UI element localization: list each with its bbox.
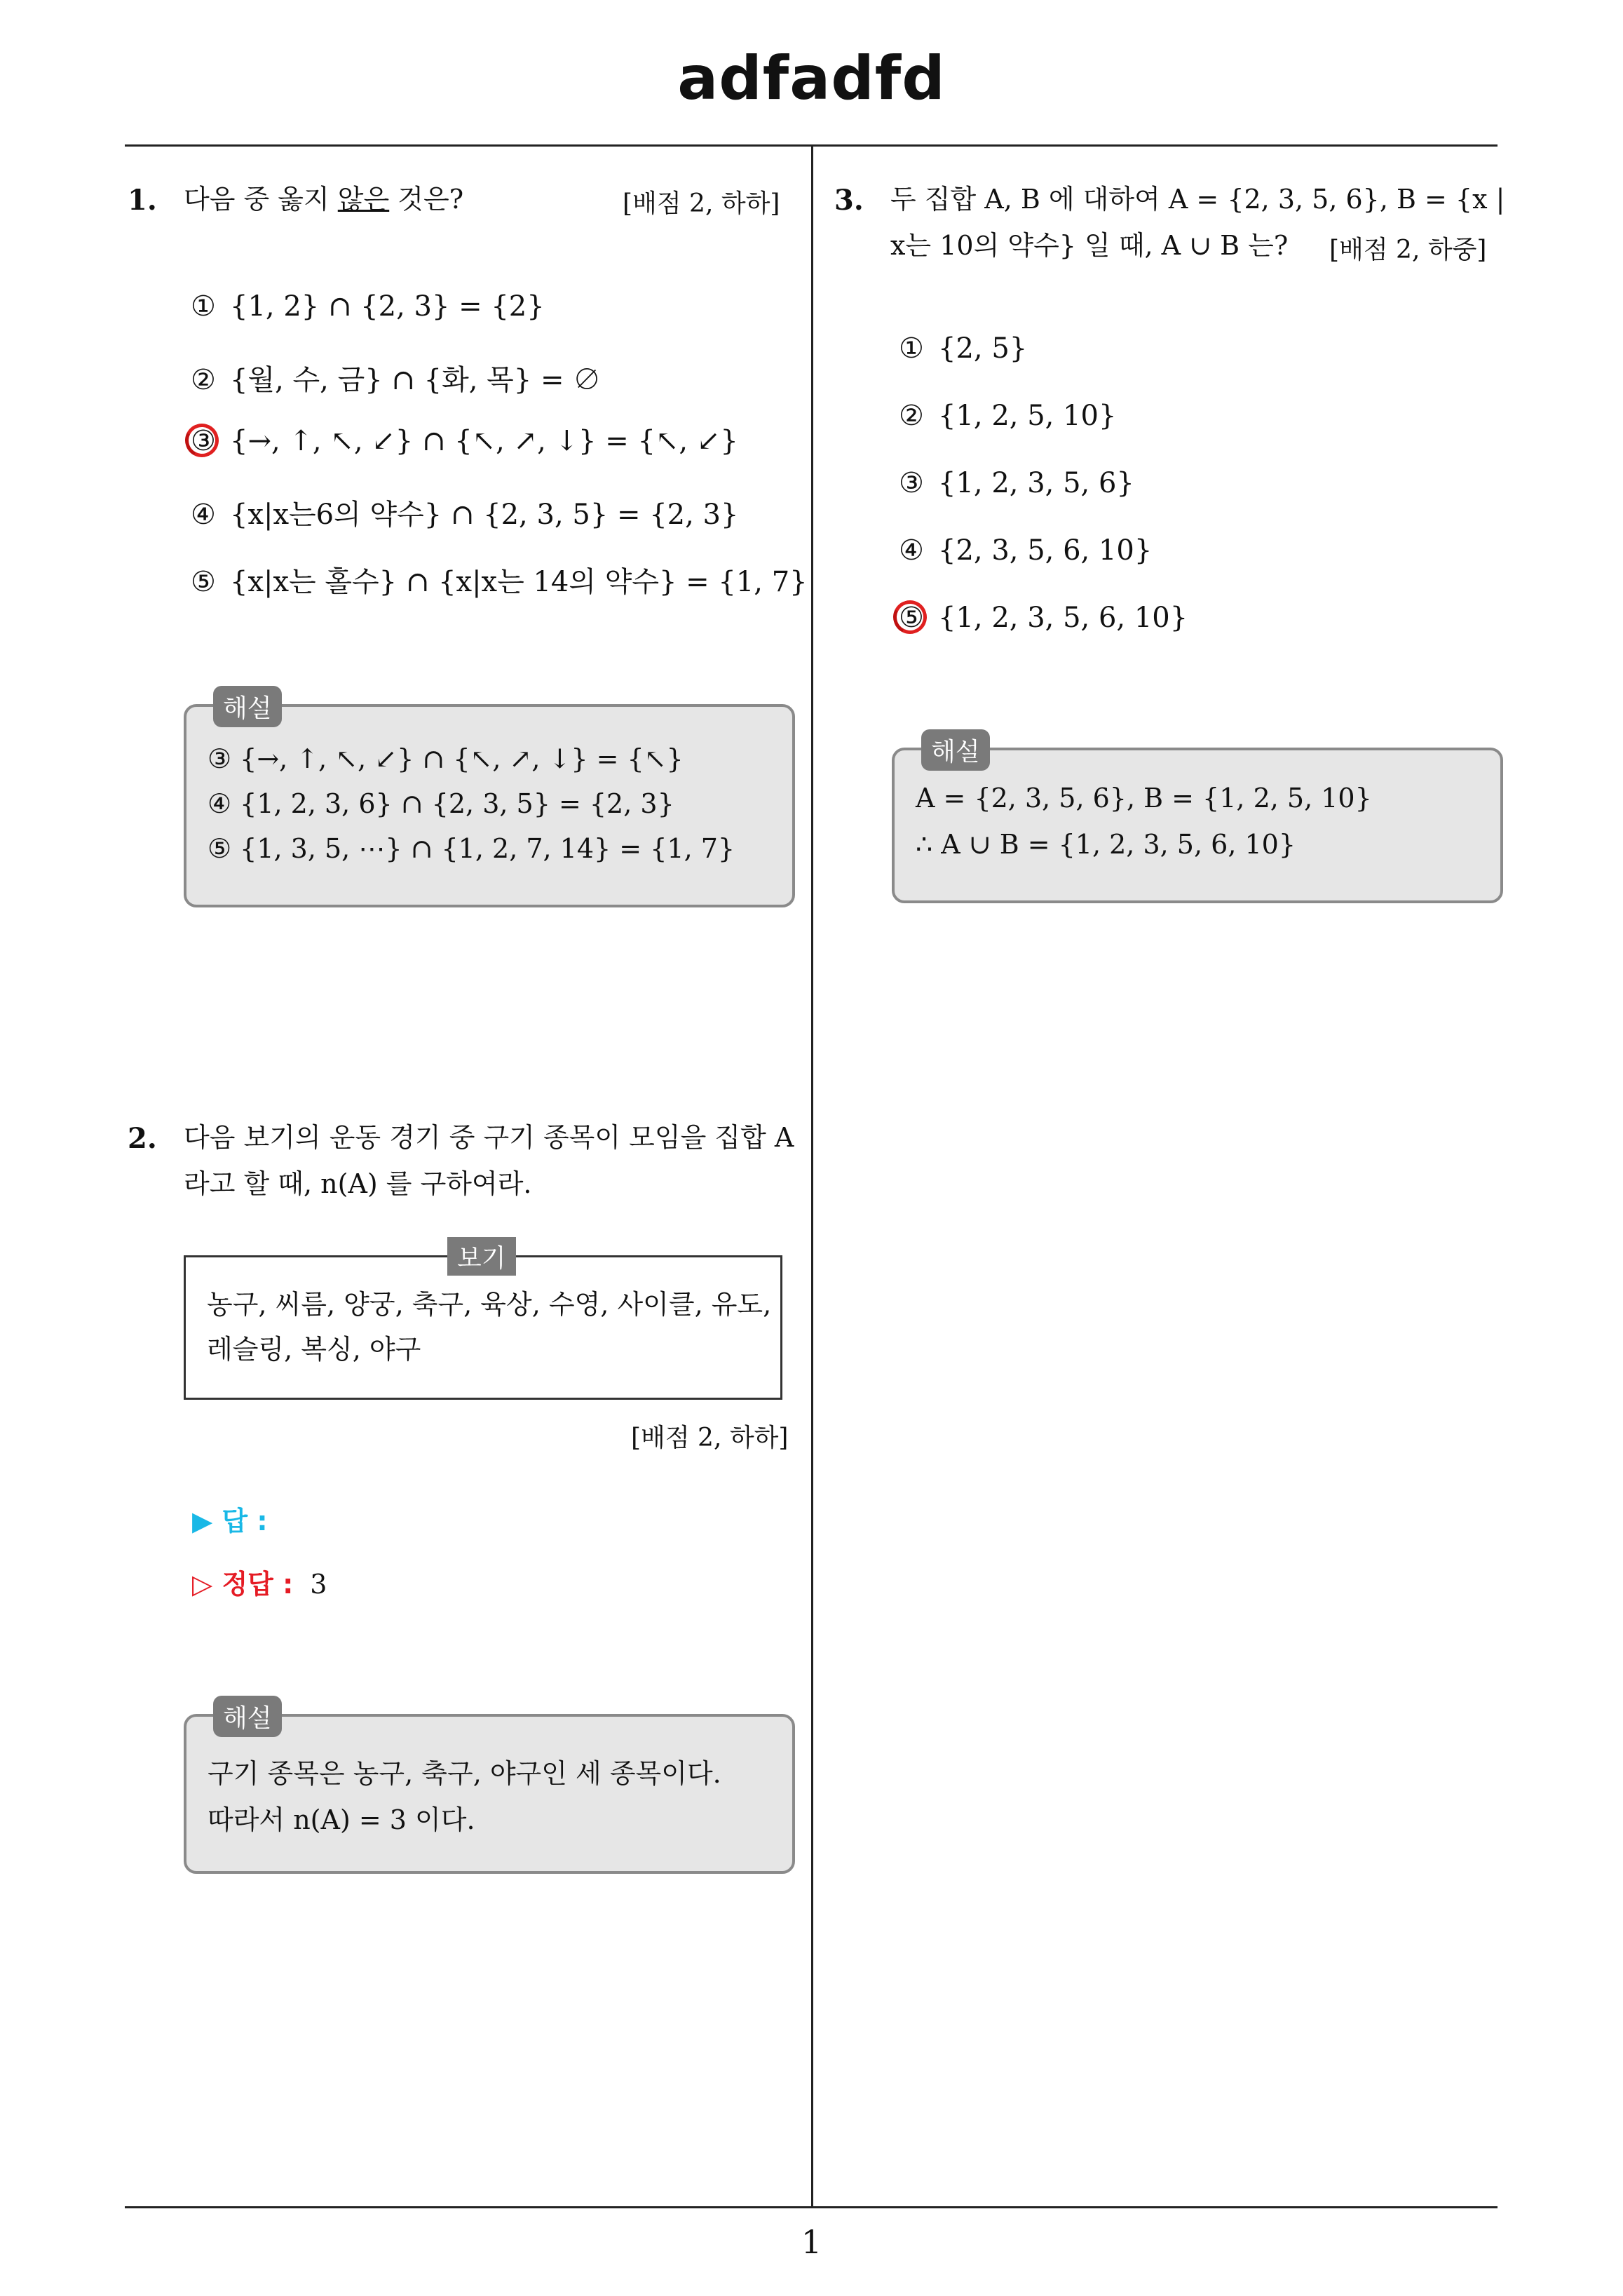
option-mark: ① bbox=[191, 290, 216, 323]
solution-tag: 해설 bbox=[213, 686, 282, 727]
option-3[interactable] bbox=[191, 425, 738, 457]
option-text: {→, ↑, ↖, ↙} ∩ {↖, ↗, ↓} = {↖, ↙} bbox=[230, 425, 738, 457]
answer-input-label[interactable]: ▶ 답 : bbox=[192, 1506, 268, 1537]
correct-answer-value: 3 bbox=[310, 1569, 327, 1600]
score-label: [배점 2, 하하] bbox=[623, 189, 780, 218]
option-2[interactable] bbox=[191, 358, 601, 398]
option-mark: ④ bbox=[899, 534, 924, 567]
correct-answer-label: ▷ 정답 : bbox=[192, 1569, 294, 1600]
option-1[interactable] bbox=[191, 290, 545, 323]
option-5[interactable] bbox=[191, 560, 808, 600]
solution-line: 따라서 n(A) = 3 이다. bbox=[208, 1804, 475, 1835]
question-text-line2: 라고 할 때, n(A) 를 구하여라. bbox=[184, 1168, 532, 1199]
question-number: 3. bbox=[834, 184, 864, 217]
option-text: {월, 수, 금} ∩ {화, 목} = ∅ bbox=[230, 364, 602, 396]
option-text: {1, 2, 3, 5, 6} bbox=[938, 467, 1134, 499]
solution-line: ③ {→, ↑, ↖, ↙} ∩ {↖, ↗, ↓} = {↖} bbox=[208, 743, 684, 774]
option-mark: ⑤ bbox=[899, 602, 924, 634]
page-number: 1 bbox=[801, 2223, 822, 2261]
option-4[interactable] bbox=[899, 534, 1152, 567]
option-mark: ④ bbox=[191, 499, 216, 531]
option-4[interactable] bbox=[191, 492, 738, 532]
option-3[interactable] bbox=[899, 467, 1134, 499]
solution-tag: 해설 bbox=[213, 1696, 282, 1737]
question-number: 1. bbox=[128, 184, 157, 217]
bogi-line2: 레슬링, 복싱, 야구 bbox=[207, 1334, 421, 1365]
solution-line: ④ {1, 2, 3, 6} ∩ {2, 3, 5} = {2, 3} bbox=[208, 788, 674, 819]
question-text-underlined: 않은 bbox=[337, 184, 390, 215]
option-mark: ③ bbox=[899, 467, 924, 499]
solution-box bbox=[184, 704, 795, 907]
solution-line: ∴ A ∪ B = {1, 2, 3, 5, 6, 10} bbox=[916, 829, 1296, 860]
option-text: {1, 2, 3, 5, 6, 10} bbox=[938, 602, 1188, 634]
solution-box bbox=[184, 1714, 795, 1874]
question-text-line2: x는 10의 약수} 일 때, A ∪ B 는? bbox=[890, 230, 1289, 261]
option-mark: ② bbox=[191, 364, 216, 396]
bogi-box bbox=[184, 1255, 782, 1400]
option-mark: ③ bbox=[191, 425, 216, 457]
option-mark: ⑤ bbox=[191, 566, 216, 598]
bogi-line1: 농구, 씨름, 양궁, 축구, 육상, 수영, 사이클, 유도, bbox=[207, 1289, 772, 1320]
footer-rule bbox=[125, 2206, 1498, 2208]
question-text-line1: 다음 보기의 운동 경기 중 구기 종목이 모임을 집합 A bbox=[184, 1122, 794, 1153]
page-title: adfadfd bbox=[677, 43, 946, 114]
solution-line: A = {2, 3, 5, 6}, B = {1, 2, 5, 10} bbox=[916, 783, 1372, 813]
option-1[interactable] bbox=[899, 332, 1027, 365]
option-text: {1, 2} ∩ {2, 3} = {2} bbox=[230, 290, 545, 323]
option-text: {2, 5} bbox=[938, 332, 1028, 365]
option-mark: ① bbox=[899, 332, 924, 365]
solution-box bbox=[892, 748, 1503, 903]
question-text-line1: 두 집합 A, B 에 대하여 A = {2, 3, 5, 6}, B = {x | bbox=[890, 184, 1505, 215]
score-label: [배점 2, 하중] bbox=[1329, 236, 1487, 264]
option-5[interactable] bbox=[899, 602, 1188, 634]
option-mark: ② bbox=[899, 400, 924, 432]
correct-answer bbox=[192, 1562, 327, 1601]
bogi-tag: 보기 bbox=[447, 1237, 516, 1276]
option-text: {x|x는 홀수} ∩ {x|x는 14의 약수} = {1, 7} bbox=[230, 566, 808, 598]
solution-line: 구기 종목은 농구, 축구, 야구인 세 종목이다. bbox=[208, 1758, 721, 1789]
score-label: [배점 2, 하하] bbox=[631, 1424, 789, 1452]
question-text bbox=[184, 177, 463, 222]
question-text-part: 것은? bbox=[389, 184, 464, 215]
solution-line: ⑤ {1, 3, 5, ⋯} ∩ {1, 2, 7, 14} = {1, 7} bbox=[208, 833, 735, 864]
option-text: {x|x는6의 약수} ∩ {2, 3, 5} = {2, 3} bbox=[230, 499, 739, 531]
option-2[interactable] bbox=[899, 400, 1116, 432]
question-text-part: 다음 중 옳지 bbox=[184, 184, 338, 215]
option-text: {1, 2, 5, 10} bbox=[938, 400, 1117, 432]
solution-tag: 해설 bbox=[921, 729, 990, 771]
question-number: 2. bbox=[128, 1122, 157, 1155]
column-divider bbox=[811, 146, 813, 2208]
option-text: {2, 3, 5, 6, 10} bbox=[938, 534, 1153, 567]
